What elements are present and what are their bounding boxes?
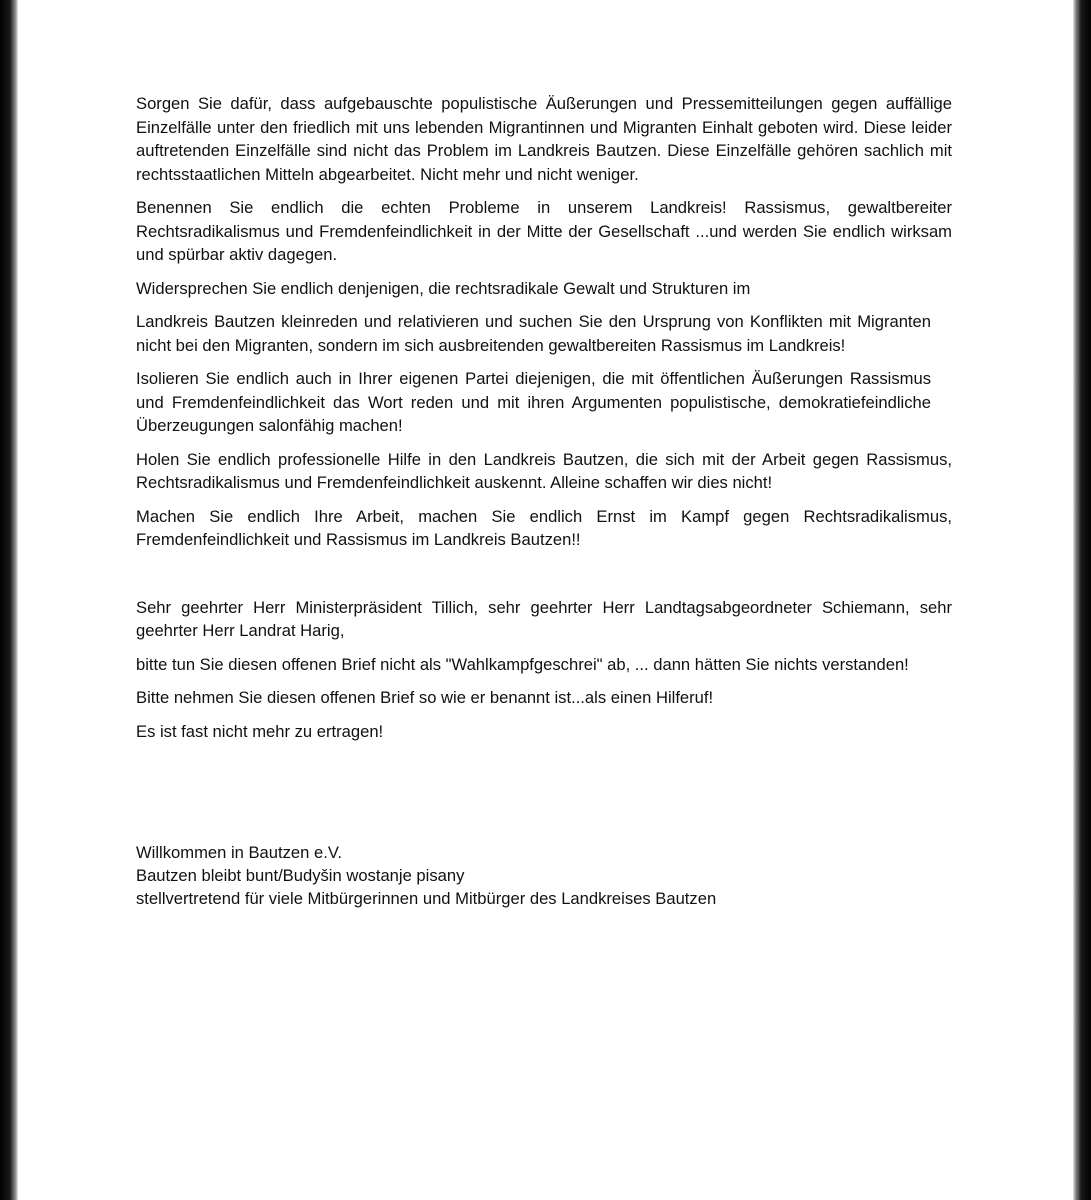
paragraph-ertragen: Es ist fast nicht mehr zu ertragen! — [136, 721, 384, 741]
paragraph-hilferuf: Bitte nehmen Sie diesen offenen Brief so wie er benannt ist...als einen Hilferuf! — [136, 688, 714, 707]
spacer — [136, 753, 952, 841]
signature-on-behalf: stellvertretend für viele Mitbürgerinnen und Mitbürger des Landkreises Bautzen — [136, 889, 717, 908]
paragraph-widersprechen: Widersprechen Sie endlich denjenigen, die rechtsradikale Gewalt und Strukturen im — [136, 278, 751, 298]
letter-page — [18, 0, 1073, 1200]
signature-org: Willkommen in Bautzen e.V. — [136, 843, 342, 862]
salutation: Sehr geehrter Herr Ministerpräsident Tillich, sehr geehrter Herr Landtagsabgeordneter Schiemann, sehr geehrter Herr Landrat Harig, — [136, 597, 952, 640]
scan-left-edge — [0, 0, 18, 1200]
paragraph-probleme: Benennen Sie endlich die echten Probleme in unserem Landkreis! Rassismus, gewaltbereiter Rechtsradikalismus und Fremdenfeindlichkeit in der Mitte der Gesellschaft ...und werden Sie endlich wirksam und spürbar aktiv dagegen. — [136, 198, 952, 264]
paragraph-wahlkampf: bitte tun Sie diesen offenen Brief nicht als "Wahlkampfgeschrei" ab, ... dann hätten Sie nichts verstanden! — [136, 654, 909, 674]
paragraph-einzelfaelle: Sorgen Sie dafür, dass aufgebauschte populistische Äußerungen und Pressemitteilungen gegen auffällige Einzelfälle unter den friedlich mit uns lebenden Migrantinnen und Migranten Einhalt geboten wird. Diese leider auftretenden Einzelfälle sind nicht das Problem im Landkreis Bautzen. Diese Einzelfälle gehören sachlich mit rechtsstaatlichen Mitteln abgearbeitet. Nicht mehr und nicht weniger. — [136, 94, 952, 184]
paragraph-isolieren: Isolieren Sie endlich auch in Ihrer eigenen Partei diejenigen, die mit öffentlichen Äußerungen Rassismus und Fremdenfeindlichkeit das Wort reden und mit ihren Argumenten populistische, demokratiefeindliche Überzeugungen salonfähig machen! — [136, 369, 931, 435]
letter-body — [136, 92, 952, 910]
paragraph-hilfe: Holen Sie endlich professionelle Hilfe in den Landkreis Bautzen, die sich mit der Arbeit gegen Rassismus, Rechtsradikalismus und Fremdenfeindlichkeit auskennt. Alleine schaffen wir dies nicht! — [136, 449, 952, 492]
signature-block — [136, 841, 952, 910]
paragraph-kleinreden: Landkreis Bautzen kleinreden und relativieren und suchen Sie den Ursprung von Konflikten mit Migranten nicht bei den Migranten, sondern im sich ausbreitenden gewaltbereiten Rassismus im Landkreis! — [136, 312, 931, 355]
scan-right-edge — [1073, 0, 1091, 1200]
spacer — [136, 562, 952, 596]
signature-initiative: Bautzen bleibt bunt/Budyšin wostanje pisany — [136, 866, 465, 885]
paragraph-arbeit: Machen Sie endlich Ihre Arbeit, machen Sie endlich Ernst im Kampf gegen Rechtsradikalismus, Fremdenfeindlichkeit und Rassismus im Landkreis Bautzen!! — [136, 506, 952, 549]
